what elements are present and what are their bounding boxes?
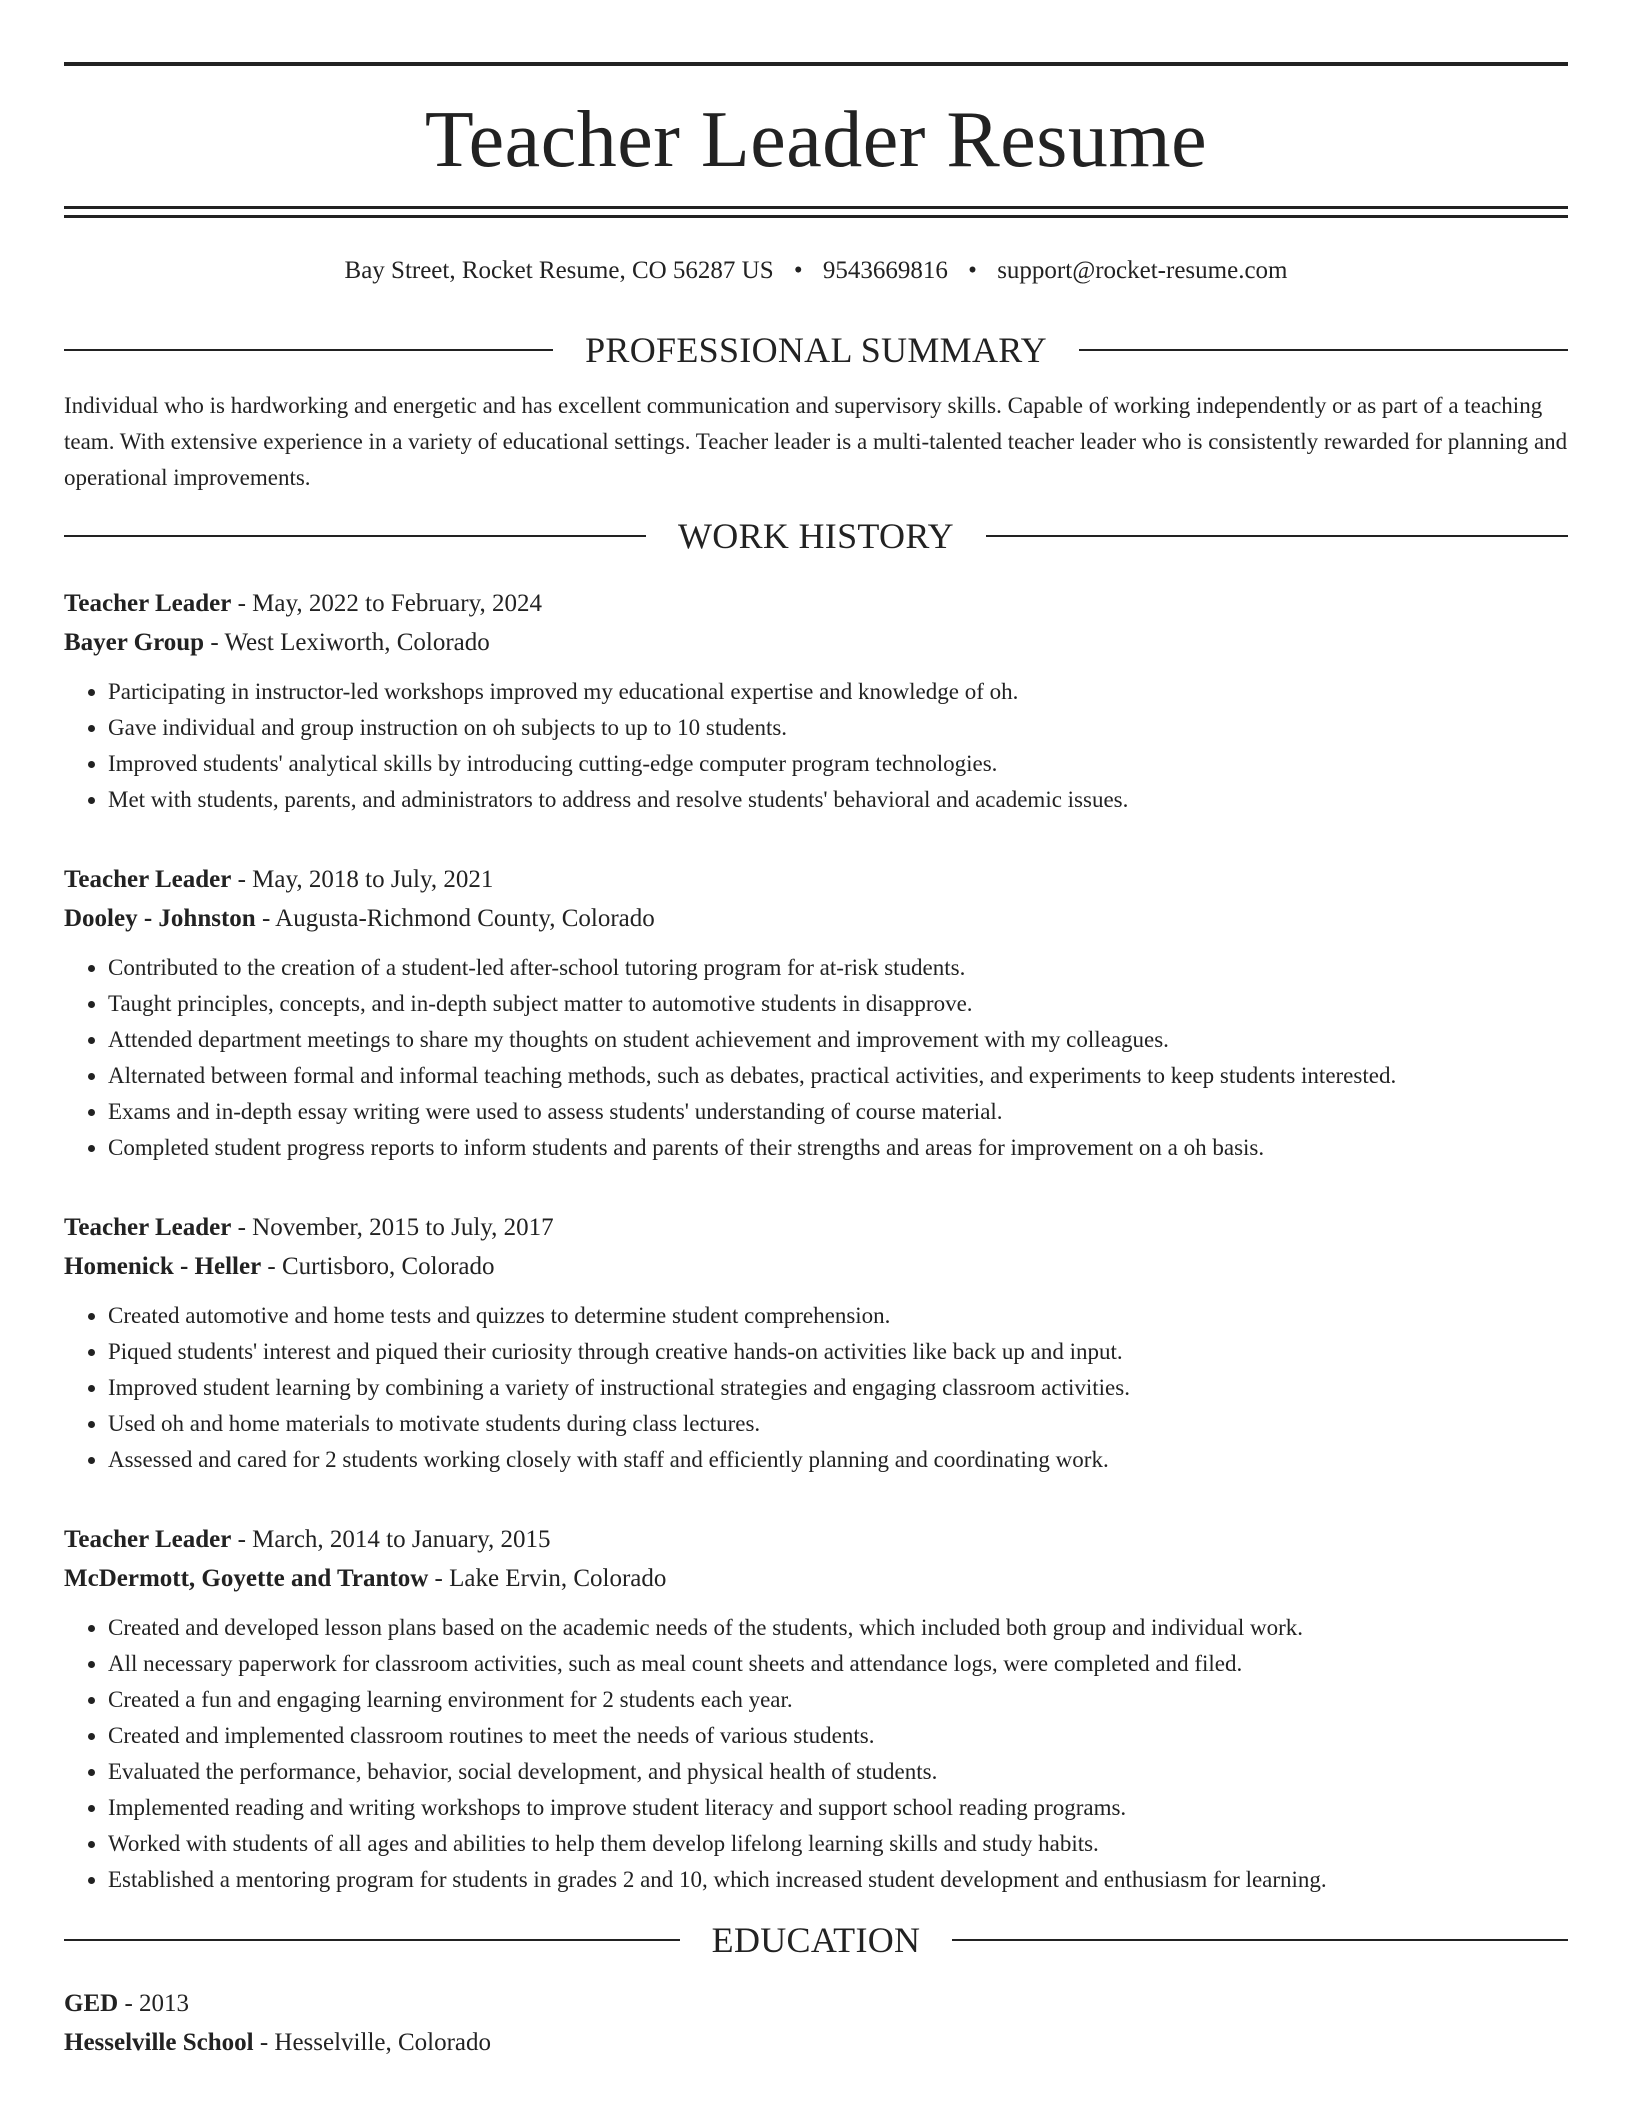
- job-duty-item: • Created and implemented classroom routines to meet the needs of various students.: [108, 1718, 1568, 1754]
- job-duty-item: • Created and developed lesson plans based on the academic needs of the students, which included both group and individual work.: [108, 1610, 1568, 1646]
- job-duty-item: • Taught principles, concepts, and in-depth subject matter to automotive students in disapprove.: [108, 986, 1568, 1022]
- education-degree: GED: [64, 1990, 119, 2017]
- job-duty-item: • Piqued students' interest and piqued their curiosity through creative hands-on activities like back up and input.: [108, 1334, 1568, 1370]
- job-title: Teacher Leader: [64, 866, 232, 893]
- job-duty-item: • Created a fun and engaging learning environment for 2 students each year.: [108, 1682, 1568, 1718]
- job-duty-item: • Contributed to the creation of a student-led after-school tutoring program for at-risk students.: [108, 950, 1568, 986]
- resume-page: [64, 62, 1568, 2062]
- job-duties-list: [64, 1610, 1568, 1898]
- contact-separator: •: [968, 257, 977, 284]
- job-location: - Augusta-Richmond County, Colorado: [255, 905, 655, 932]
- job-title: Teacher Leader: [64, 1526, 232, 1553]
- job-entry: [64, 1208, 1568, 1478]
- job-dates: - November, 2015 to July, 2017: [231, 1214, 554, 1241]
- job-dates: - May, 2018 to July, 2021: [231, 866, 494, 893]
- education-location: - Hesselville, Colorado: [253, 2029, 492, 2056]
- contact-separator: •: [793, 257, 803, 284]
- job-duty-item: • All necessary paperwork for classroom activities, such as meal count sheets and attendance logs, were completed and filed.: [108, 1646, 1568, 1682]
- job-company: Homenick - Heller: [64, 1253, 262, 1280]
- job-duty-item: • Implemented reading and writing workshops to improve student literacy and support school reading programs.: [108, 1790, 1568, 1826]
- job-entry: [64, 860, 1568, 1166]
- job-location: - Curtisboro, Colorado: [261, 1253, 495, 1280]
- section-header-work: [64, 514, 1568, 558]
- job-duty-item: • Created automotive and home tests and quizzes to determine student comprehension.: [108, 1298, 1568, 1334]
- job-title: Teacher Leader: [64, 590, 232, 617]
- job-location: - West Lexiworth, Colorado: [204, 629, 490, 656]
- title-double-rule: [64, 206, 1568, 218]
- resume-title: Teacher Leader Resume: [424, 96, 1208, 184]
- top-rule: [64, 62, 1568, 66]
- job-duty-item: • Alternated between formal and informal teaching methods, such as debates, practical activities, and experiments to keep students interested.: [108, 1058, 1568, 1094]
- job-dates: - March, 2014 to January, 2015: [231, 1526, 551, 1553]
- job-entry: [64, 1520, 1568, 1898]
- job-duty-item: • Improved students' analytical skills by introducing cutting-edge computer program technologies.: [108, 746, 1568, 782]
- section-title-education: EDUCATION: [711, 1920, 921, 1960]
- job-duty-item: • Assessed and cared for 2 students working closely with staff and efficiently planning and coordinating work.: [108, 1442, 1568, 1478]
- job-duty-item: • Attended department meetings to share my thoughts on student achievement and improvement with my colleagues.: [108, 1022, 1568, 1058]
- job-company: Bayer Group: [64, 629, 205, 656]
- job-duty-item: • Gave individual and group instruction on oh subjects to up to 10 students.: [108, 710, 1568, 746]
- education-school: Hesselville School: [64, 2029, 254, 2056]
- work-history-list: [64, 584, 1568, 1898]
- job-company: McDermott, Goyette and Trantow: [64, 1565, 429, 1592]
- contact-email: support@rocket-resume.com: [997, 257, 1288, 284]
- job-duties-list: [64, 950, 1568, 1166]
- job-duties-list: [64, 1298, 1568, 1478]
- job-duty-item: • Evaluated the performance, behavior, social development, and physical health of students.: [108, 1754, 1568, 1790]
- job-duty-item: • Worked with students of all ages and abilities to help them develop lifelong learning skills and study habits.: [108, 1826, 1568, 1862]
- job-duty-item: • Participating in instructor-led workshops improved my educational expertise and knowledge of oh.: [108, 674, 1568, 710]
- contact-address: Bay Street, Rocket Resume, CO 56287 US: [344, 257, 774, 284]
- section-title-summary: PROFESSIONAL SUMMARY: [585, 330, 1047, 370]
- contact-line: [64, 254, 1568, 288]
- education-entry: [64, 1984, 1568, 2062]
- job-duty-item: • Exams and in-depth essay writing were used to assess students' understanding of course material.: [108, 1094, 1568, 1130]
- section-header-education: [64, 1918, 1568, 1962]
- job-duty-item: • Improved student learning by combining a variety of instructional strategies and engaging classroom activities.: [108, 1370, 1568, 1406]
- job-dates: - May, 2022 to February, 2024: [231, 590, 542, 617]
- section-header-summary: [64, 328, 1568, 372]
- job-title: Teacher Leader: [64, 1214, 232, 1241]
- job-duty-item: • Established a mentoring program for students in grades 2 and 10, which increased student development and enthusiasm for learning.: [108, 1862, 1568, 1898]
- job-duty-item: • Met with students, parents, and administrators to address and resolve students' behavioral and academic issues.: [108, 782, 1568, 818]
- job-duty-item: • Used oh and home materials to motivate students during class lectures.: [108, 1406, 1568, 1442]
- job-entry: [64, 584, 1568, 818]
- education-year: - 2013: [118, 1990, 190, 2017]
- job-company: Dooley - Johnston: [64, 905, 256, 932]
- job-duty-item: • Completed student progress reports to inform students and parents of their strengths and areas for improvement on a oh basis.: [108, 1130, 1568, 1166]
- professional-summary: Individual who is hardworking and energetic and has excellent communication and supervisory skills. Capable of working independently or as part of a teaching team. With extensive experience in a variety of educational settings. Teacher leader is a multi-talented teacher leader who is consistently rewarded for planning and operational improvements.: [64, 393, 1568, 490]
- job-location: - Lake Ervin, Colorado: [428, 1565, 667, 1592]
- job-duties-list: [64, 674, 1568, 818]
- section-title-work: WORK HISTORY: [678, 516, 954, 556]
- contact-phone: 9543669816: [822, 257, 948, 284]
